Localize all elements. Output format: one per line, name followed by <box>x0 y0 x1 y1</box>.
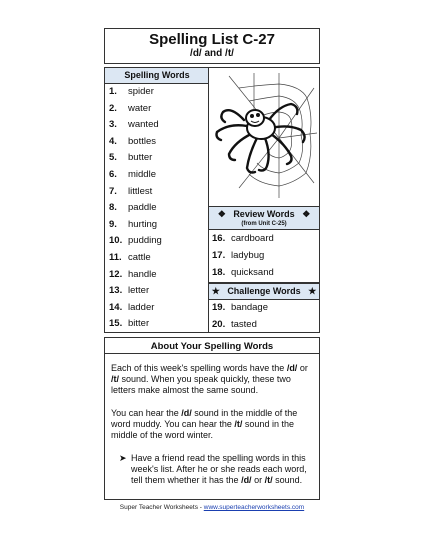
spelling-words-list <box>104 67 209 333</box>
about-bullet-text: Have a friend read the spelling words in this week's list. After he or she reads each word, tell them whether it has the /d/ or /t/ sound. <box>131 453 307 485</box>
spelling-word-row <box>105 134 209 150</box>
spelling-word-word: pudding <box>128 235 162 247</box>
spelling-word-row <box>105 283 209 299</box>
review-word-row <box>209 248 319 264</box>
spelling-word-word: letter <box>128 285 150 297</box>
spelling-word-number: 4. <box>109 135 117 147</box>
review-words-title: Review Words <box>233 209 295 219</box>
spelling-word-row <box>105 101 209 117</box>
spelling-word-number: 7. <box>109 185 117 197</box>
challenge-word-word: tasted <box>231 318 257 330</box>
spelling-word-number: 2. <box>109 102 117 114</box>
about-paragraph-1: Each of this week's spelling words have the /d/ or /t/ sound. When you speak quickly, these two letters make almost the same sound. <box>111 363 308 395</box>
spelling-word-word: butter <box>128 152 153 164</box>
spelling-word-row <box>105 200 209 216</box>
spelling-word-number: 12. <box>109 268 123 280</box>
spelling-word-word: middle <box>128 169 156 180</box>
challenge-word-number: 20. <box>212 318 226 330</box>
spelling-word-word: hurting <box>128 218 158 230</box>
review-word-row <box>209 265 319 281</box>
spelling-word-word: ladder <box>128 301 155 313</box>
review-word-word: quicksand <box>231 267 274 278</box>
spider-web-image <box>209 68 319 206</box>
spelling-word-word: spider <box>128 86 154 97</box>
spelling-word-row <box>105 267 209 283</box>
spider-illustration <box>208 67 320 207</box>
challenge-symbol-left: ★ <box>211 286 220 296</box>
review-word-word: cardboard <box>231 233 274 244</box>
challenge-word-number: 19. <box>212 302 226 313</box>
review-symbol-right: ❖ <box>302 209 311 219</box>
spelling-word-row <box>105 167 209 183</box>
spelling-word-word: water <box>128 102 152 114</box>
spelling-word-row <box>105 117 209 133</box>
review-word-row <box>209 231 319 247</box>
challenge-words-title: Challenge Words <box>227 286 301 296</box>
spelling-word-number: 6. <box>109 169 117 180</box>
review-word-number: 16. <box>212 233 226 244</box>
spelling-word-row <box>105 316 209 332</box>
spelling-word-number: 9. <box>109 218 117 230</box>
spelling-word-number: 3. <box>109 119 117 131</box>
review-word-number: 18. <box>212 267 226 278</box>
footer-link[interactable]: www.superteacherworksheets.com <box>203 504 305 511</box>
spelling-word-word: bottles <box>128 135 156 147</box>
review-words-subtitle: (from Unit C-25) <box>241 221 287 227</box>
spelling-word-word: handle <box>128 268 157 280</box>
spelling-word-row <box>105 217 209 233</box>
review-word-number: 17. <box>212 250 226 261</box>
spelling-word-number: 5. <box>109 152 117 164</box>
challenge-word-word: bandage <box>231 302 268 313</box>
spelling-word-word: wanted <box>128 119 159 131</box>
spelling-word-number: 14. <box>109 301 123 313</box>
footer <box>104 504 320 511</box>
spelling-word-row <box>105 233 209 249</box>
spelling-word-number: 13. <box>109 285 123 297</box>
spelling-word-row <box>105 184 209 200</box>
spelling-word-row <box>105 150 209 166</box>
spelling-word-number: 8. <box>109 202 117 214</box>
spelling-word-word: bitter <box>128 318 150 330</box>
spelling-word-word: littlest <box>128 185 153 197</box>
challenge-word-row <box>209 317 319 333</box>
review-words-header <box>209 207 319 230</box>
spelling-words-header: Spelling Words <box>105 68 209 84</box>
arrow-bullet-icon: ➤ <box>119 453 127 463</box>
review-word-word: ladybug <box>231 250 265 261</box>
page-subtitle: /d/ and /t/ <box>190 48 234 59</box>
review-words-list <box>208 207 320 283</box>
spelling-word-word: paddle <box>128 202 157 214</box>
about-paragraph-2: You can hear the /d/ sound in the middle of the word muddy. You can hear the /t/ sound in the middle of the word winter. <box>111 408 298 440</box>
spelling-word-number: 10. <box>109 235 123 247</box>
spelling-word-number: 15. <box>109 318 123 330</box>
challenge-words-list <box>208 283 320 333</box>
spelling-word-number: 1. <box>109 86 117 97</box>
about-section <box>104 337 320 500</box>
spelling-word-number: 11. <box>109 252 122 263</box>
spelling-word-row <box>105 250 209 266</box>
review-symbol-left: ❖ <box>217 209 226 219</box>
challenge-words-header <box>209 284 319 300</box>
challenge-symbol-right: ★ <box>308 286 317 296</box>
spelling-word-row <box>105 300 209 316</box>
about-header: About Your Spelling Words <box>105 338 319 354</box>
challenge-word-row <box>209 300 319 316</box>
spelling-word-word: cattle <box>128 252 151 263</box>
footer-text: Super Teacher Worksheets - <box>119 504 204 511</box>
page-title: Spelling List C-27 <box>149 31 275 48</box>
spelling-word-row <box>105 84 209 100</box>
title-box <box>104 28 320 64</box>
